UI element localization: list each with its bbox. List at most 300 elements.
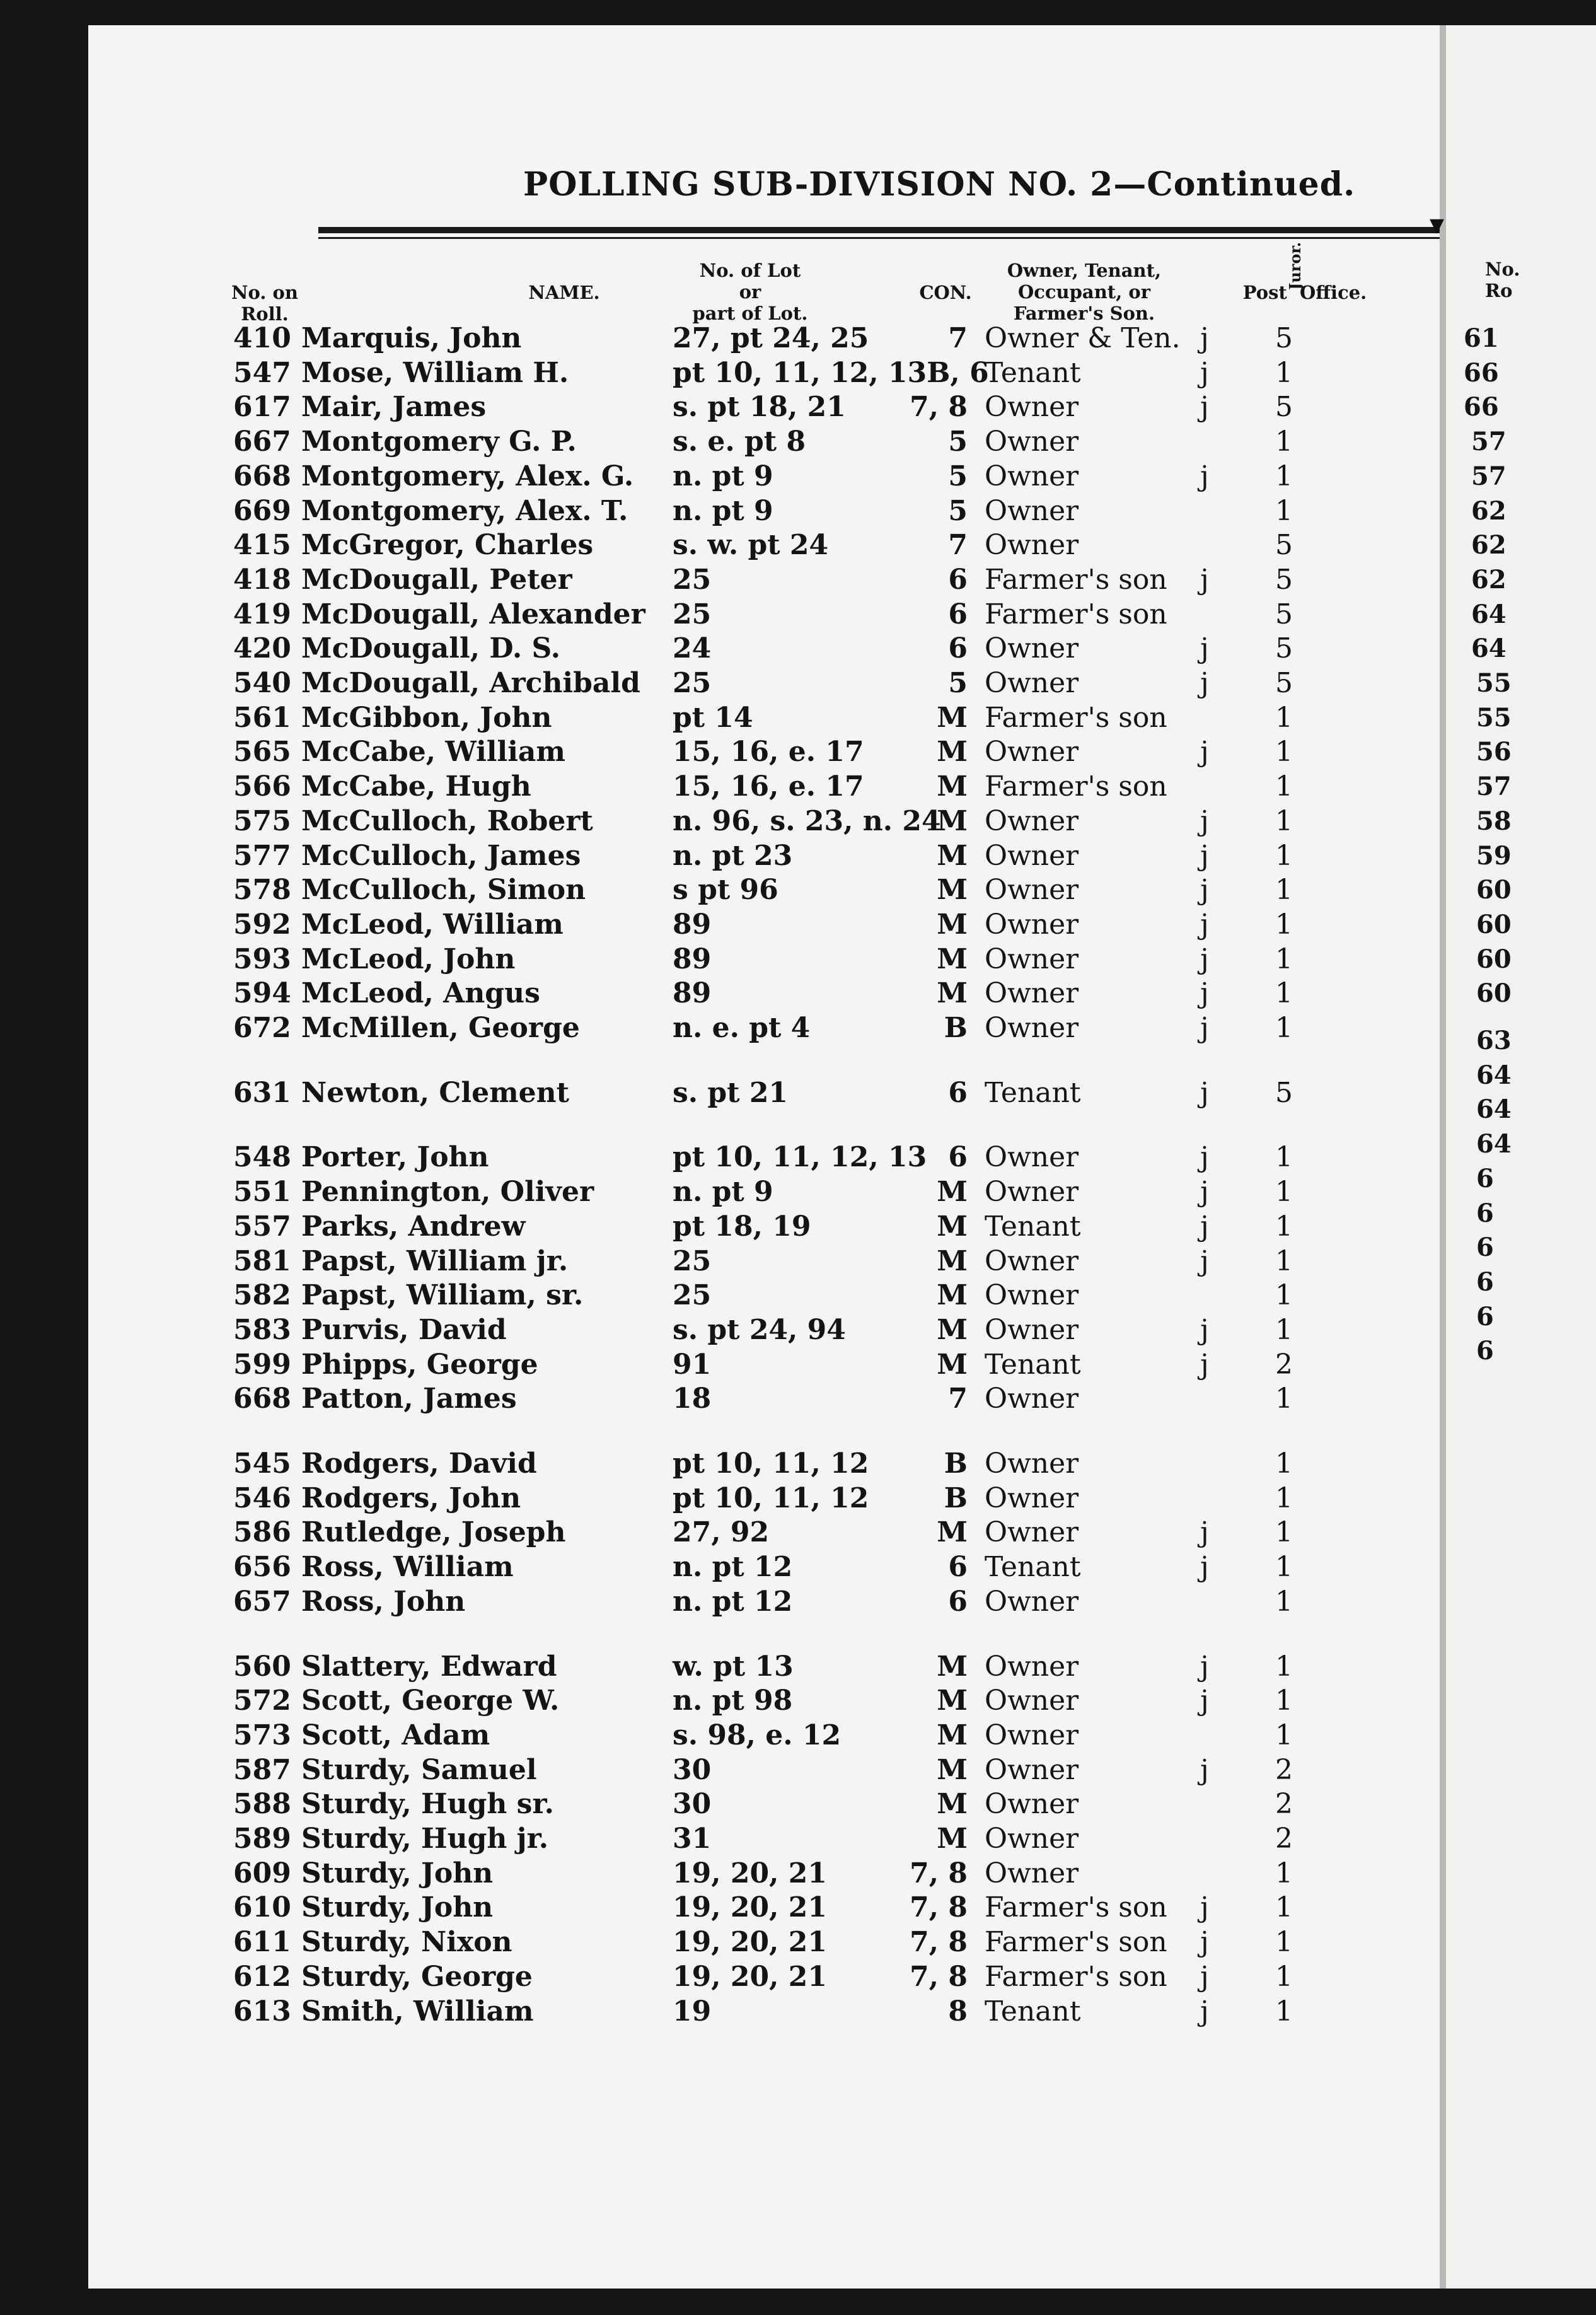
facing-roll-number: 55 (1476, 702, 1512, 733)
juror-mark: j (1200, 1685, 1209, 1717)
lot-number: 18 (673, 1383, 712, 1415)
juror-mark: j (1200, 356, 1209, 389)
juror-mark: j (1200, 1176, 1209, 1209)
facing-roll-number: 57 (1471, 461, 1506, 491)
juror-mark: j (1200, 1313, 1209, 1346)
concession: M (937, 1313, 968, 1346)
roll-number: 551 (233, 1176, 291, 1209)
facing-roll-number: 64 (1476, 1094, 1512, 1125)
concession: 6 (948, 1141, 968, 1174)
facing-roll-number: 6 (1476, 1163, 1494, 1193)
table-row (88, 1719, 1513, 1753)
roll-number: 669 (233, 494, 291, 527)
concession: M (937, 736, 968, 769)
table-row (88, 1925, 1513, 1959)
post-office: 1 (1275, 1383, 1293, 1415)
lot-number: n. pt 98 (673, 1685, 793, 1717)
owner-status: Owner (985, 1482, 1079, 1514)
table-row (88, 908, 1513, 942)
voter-name: Montgomery G. P. (301, 426, 577, 458)
table-row (88, 839, 1513, 873)
concession: 6 (948, 632, 968, 665)
voter-name: Montgomery, Alex. T. (301, 494, 628, 527)
roll-number: 560 (233, 1650, 291, 1683)
lot-number: 15, 16, e. 17 (673, 736, 864, 769)
owner-status: Owner (985, 1383, 1079, 1415)
table-row (88, 1482, 1513, 1516)
post-office: 1 (1275, 1482, 1293, 1514)
concession: M (937, 1823, 968, 1855)
owner-status: Owner (985, 1788, 1079, 1821)
table-row (88, 494, 1513, 528)
concession: M (937, 1753, 968, 1786)
roll-number: 418 (233, 563, 291, 596)
roll-number: 583 (233, 1313, 291, 1346)
juror-mark: j (1200, 804, 1209, 837)
lot-number: 19, 20, 21 (673, 1926, 827, 1959)
table-row (88, 598, 1513, 632)
lot-number: w. pt 13 (673, 1650, 794, 1683)
voter-name: Papst, William, sr. (301, 1279, 584, 1312)
table-row (88, 1753, 1513, 1787)
facing-roll-number: 64 (1476, 1129, 1512, 1159)
lot-number: pt 10, 11, 12, 13 (673, 1141, 927, 1174)
lot-number: pt 18, 19 (673, 1210, 811, 1243)
post-office: 1 (1275, 1926, 1293, 1959)
voter-name: Papst, William jr. (301, 1245, 569, 1277)
table-row (88, 666, 1513, 700)
table-row (88, 1447, 1513, 1481)
table-row (88, 1960, 1513, 1994)
concession: 7, 8 (910, 1926, 968, 1959)
owner-status: Owner (985, 460, 1079, 492)
juror-mark: j (1200, 1891, 1209, 1924)
roll-number: 581 (233, 1245, 291, 1277)
owner-status: Farmer's son (985, 563, 1167, 596)
post-office: 2 (1275, 1823, 1293, 1855)
post-office: 1 (1275, 426, 1293, 458)
concession: 7, 8 (910, 1857, 968, 1889)
roll-number: 594 (233, 977, 291, 1010)
owner-status: Owner (985, 1753, 1079, 1786)
concession: M (937, 874, 968, 907)
roll-number: 588 (233, 1788, 291, 1821)
concession: M (937, 908, 968, 941)
voter-name: McDougall, Archibald (301, 667, 640, 699)
concession: 7 (948, 1383, 968, 1415)
post-office: 5 (1275, 1076, 1293, 1109)
lot-number: 25 (673, 563, 712, 596)
concession: M (937, 1279, 968, 1312)
table-row (88, 1684, 1513, 1718)
table-row (88, 1245, 1513, 1279)
register-page (88, 25, 1513, 2289)
lot-number: pt 14 (673, 701, 753, 734)
owner-status: Owner (985, 977, 1079, 1010)
post-office: 1 (1275, 943, 1293, 975)
juror-mark: j (1200, 632, 1209, 665)
facing-roll-number: 66 (1464, 357, 1499, 388)
juror-mark: j (1200, 1753, 1209, 1786)
table-row (88, 804, 1513, 838)
roll-number: 587 (233, 1753, 291, 1786)
voter-name: McCabe, Hugh (301, 770, 531, 803)
owner-status: Owner (985, 1176, 1079, 1209)
facing-roll-number: 60 (1476, 944, 1512, 974)
juror-mark: j (1200, 1516, 1209, 1549)
col-header-roll: No. on Roll. (231, 282, 298, 325)
voter-name: McDougall, Alexander (301, 598, 645, 630)
col-header-con: CON. (919, 282, 972, 303)
roll-number: 565 (233, 736, 291, 769)
post-office: 1 (1275, 908, 1293, 941)
voter-name: Phipps, George (301, 1348, 538, 1381)
lot-number: n. e. pt 4 (673, 1012, 811, 1044)
juror-mark: j (1200, 908, 1209, 941)
juror-mark: j (1200, 1995, 1209, 2028)
owner-status: Owner & Ten. (985, 322, 1181, 354)
roll-number: 599 (233, 1348, 291, 1381)
concession: M (937, 770, 968, 803)
roll-number: 561 (233, 701, 291, 734)
voter-name: Sturdy, Nixon (301, 1926, 512, 1959)
lot-number: 89 (673, 943, 712, 975)
roll-number: 667 (233, 426, 291, 458)
owner-status: Farmer's son (985, 598, 1167, 630)
post-office: 1 (1275, 1891, 1293, 1924)
table-row (88, 563, 1513, 597)
post-office: 1 (1275, 977, 1293, 1010)
voter-name: McCabe, William (301, 736, 565, 769)
voter-name: McDougall, D. S. (301, 632, 561, 665)
lot-number: 19, 20, 21 (673, 1857, 827, 1889)
owner-status: Owner (985, 1857, 1079, 1889)
concession: M (937, 977, 968, 1010)
concession: 6 (948, 563, 968, 596)
voter-name: McMillen, George (301, 1012, 580, 1044)
lot-number: n. pt 9 (673, 460, 773, 492)
facing-roll-number: 64 (1471, 599, 1506, 629)
owner-status: Farmer's son (985, 1926, 1167, 1959)
juror-mark: j (1200, 1650, 1209, 1683)
voter-name: Pennington, Oliver (301, 1176, 594, 1209)
post-office: 2 (1275, 1753, 1293, 1786)
owner-status: Owner (985, 1650, 1079, 1683)
voter-name: McGibbon, John (301, 701, 552, 734)
lot-number: pt 10, 11, 12, 13B, 6 (673, 356, 989, 389)
roll-number: 545 (233, 1448, 291, 1480)
table-row (88, 1995, 1513, 2029)
lot-number: n. pt 12 (673, 1551, 793, 1584)
lot-number: 19, 20, 21 (673, 1960, 827, 1993)
concession: M (937, 1176, 968, 1209)
concession: 7, 8 (910, 391, 968, 424)
table-row (88, 322, 1513, 356)
owner-status: Farmer's son (985, 1960, 1167, 1993)
voter-name: Sturdy, Hugh sr. (301, 1788, 554, 1821)
concession: 7, 8 (910, 1960, 968, 1993)
post-office: 1 (1275, 1650, 1293, 1683)
voter-name: Rodgers, John (301, 1482, 521, 1514)
post-office: 1 (1275, 460, 1293, 492)
voter-name: Sturdy, George (301, 1960, 533, 1993)
post-office: 1 (1275, 1995, 1293, 2028)
roll-number: 668 (233, 460, 291, 492)
table-row (88, 632, 1513, 666)
table-row (88, 1822, 1513, 1856)
facing-roll-number: 6 (1476, 1267, 1494, 1297)
roll-number: 613 (233, 1995, 291, 2028)
post-office: 1 (1275, 1551, 1293, 1584)
roll-number: 577 (233, 839, 291, 872)
roll-number: 540 (233, 667, 291, 699)
post-office: 1 (1275, 1012, 1293, 1044)
voter-name: McLeod, William (301, 908, 564, 941)
lot-number: 91 (673, 1348, 712, 1381)
post-office: 1 (1275, 770, 1293, 803)
roll-number: 582 (233, 1279, 291, 1312)
lot-number: pt 10, 11, 12 (673, 1482, 869, 1514)
lot-number: s pt 96 (673, 874, 778, 907)
concession: 6 (948, 598, 968, 630)
owner-status: Farmer's son (985, 701, 1167, 734)
lot-number: 89 (673, 977, 712, 1010)
facing-roll-number: 6 (1476, 1198, 1494, 1228)
table-row (88, 1382, 1513, 1416)
roll-number: 617 (233, 391, 291, 424)
concession: M (937, 1516, 968, 1549)
juror-mark: j (1200, 1348, 1209, 1381)
voter-name: Montgomery, Alex. G. (301, 460, 634, 492)
lot-number: n. 96, s. 23, n. 24 (673, 804, 941, 837)
owner-status: Owner (985, 1448, 1079, 1480)
facing-roll-number: 60 (1476, 909, 1512, 939)
owner-status: Owner (985, 529, 1079, 562)
post-office: 1 (1275, 1960, 1293, 1993)
post-office: 1 (1275, 839, 1293, 872)
juror-mark: j (1200, 839, 1209, 872)
lot-number: s. pt 18, 21 (673, 391, 846, 424)
table-row (88, 460, 1513, 494)
post-office: 5 (1275, 529, 1293, 562)
lot-number: s. pt 24, 94 (673, 1313, 846, 1346)
table-row (88, 1857, 1513, 1891)
owner-status: Owner (985, 804, 1079, 837)
lot-number: 25 (673, 1279, 712, 1312)
voter-name: Ross, William (301, 1551, 514, 1584)
roll-number: 420 (233, 632, 291, 665)
lot-number: 27, 92 (673, 1516, 770, 1549)
concession: 6 (948, 1076, 968, 1109)
roll-number: 547 (233, 356, 291, 389)
concession: 5 (948, 494, 968, 527)
juror-mark: j (1200, 736, 1209, 769)
voter-name: Patton, James (301, 1383, 517, 1415)
juror-mark: j (1200, 322, 1209, 354)
lot-number: 30 (673, 1788, 712, 1821)
concession: 7 (948, 322, 968, 354)
table-row (88, 1313, 1513, 1347)
owner-status: Owner (985, 1516, 1079, 1549)
table-row (88, 1585, 1513, 1619)
roll-number: 656 (233, 1551, 291, 1584)
owner-status: Owner (985, 943, 1079, 975)
roll-number: 578 (233, 874, 291, 907)
post-office: 1 (1275, 1719, 1293, 1751)
facing-roll-number: 6 (1476, 1336, 1494, 1366)
table-row (88, 1140, 1513, 1175)
table-row (88, 1348, 1513, 1382)
table-row (88, 1550, 1513, 1584)
facing-roll-number: 58 (1476, 806, 1512, 836)
roll-number: 609 (233, 1857, 291, 1889)
post-office: 2 (1275, 1348, 1293, 1381)
roll-number: 612 (233, 1960, 291, 1993)
post-office: 1 (1275, 1857, 1293, 1889)
owner-status: Owner (985, 1823, 1079, 1855)
concession: M (937, 1685, 968, 1717)
roll-number: 575 (233, 804, 291, 837)
header-rule-thin (318, 237, 1469, 239)
roll-number: 672 (233, 1012, 291, 1044)
concession: M (937, 943, 968, 975)
owner-status: Owner (985, 874, 1079, 907)
owner-status: Owner (985, 908, 1079, 941)
concession: 5 (948, 667, 968, 699)
lot-number: n. pt 9 (673, 1176, 773, 1209)
owner-status: Owner (985, 667, 1079, 699)
concession: 6 (948, 1551, 968, 1584)
facing-roll-number: 60 (1476, 978, 1512, 1009)
facing-roll-number: 6 (1476, 1301, 1494, 1332)
col-header-name: NAME. (528, 282, 600, 303)
roll-number: 557 (233, 1210, 291, 1243)
post-office: 1 (1275, 1210, 1293, 1243)
owner-status: Owner (985, 1279, 1079, 1312)
voter-name: Scott, Adam (301, 1719, 490, 1751)
roll-number: 415 (233, 529, 291, 562)
col-header-post: Post Office. (1242, 282, 1367, 303)
roll-number: 593 (233, 943, 291, 975)
juror-mark: j (1200, 1012, 1209, 1044)
col-header-juror: Juror. (1286, 241, 1304, 290)
post-office: 1 (1275, 1585, 1293, 1618)
roll-number: 566 (233, 770, 291, 803)
voter-name: Mair, James (301, 391, 487, 424)
lot-number: 31 (673, 1823, 712, 1855)
facing-roll-number: 56 (1476, 737, 1512, 767)
post-office: 1 (1275, 1313, 1293, 1346)
post-office: 1 (1275, 356, 1293, 389)
juror-mark: j (1200, 943, 1209, 975)
col-header-lot: No. of Lot or part of Lot. (692, 260, 808, 324)
lot-number: s. pt 21 (673, 1076, 789, 1109)
post-office: 1 (1275, 1279, 1293, 1312)
roll-number: 586 (233, 1516, 291, 1549)
roll-number: 631 (233, 1076, 291, 1109)
facing-roll-number: 60 (1476, 875, 1512, 905)
lot-number: s. w. pt 24 (673, 529, 829, 562)
lot-number: 89 (673, 908, 712, 941)
lot-number: n. pt 12 (673, 1585, 793, 1618)
concession: 5 (948, 460, 968, 492)
voter-name: Scott, George W. (301, 1685, 560, 1717)
facing-roll-number: 59 (1476, 840, 1512, 871)
lot-number: 19, 20, 21 (673, 1891, 827, 1924)
voter-name: Sturdy, Hugh jr. (301, 1823, 549, 1855)
juror-mark: j (1200, 460, 1209, 492)
owner-status: Owner (985, 391, 1079, 424)
facing-roll-number: 61 (1464, 323, 1499, 353)
juror-mark: j (1200, 1076, 1209, 1109)
margin-mark: ▼ (1430, 214, 1445, 236)
facing-page-header: No. Ro (1485, 258, 1520, 301)
table-row (88, 1650, 1513, 1684)
concession: M (937, 839, 968, 872)
owner-status: Owner (985, 494, 1079, 527)
col-header-owner: Owner, Tenant, Occupant, or Farmer's Son. (1007, 260, 1162, 324)
roll-number: 610 (233, 1891, 291, 1924)
post-office: 5 (1275, 632, 1293, 665)
juror-mark: j (1200, 874, 1209, 907)
voter-name: Sturdy, John (301, 1891, 494, 1924)
lot-number: 25 (673, 667, 712, 699)
juror-mark: j (1200, 1960, 1209, 1993)
roll-number: 611 (233, 1926, 291, 1959)
facing-roll-number: 66 (1464, 392, 1499, 422)
voter-name: Purvis, David (301, 1313, 507, 1346)
concession: M (937, 701, 968, 734)
table-row (88, 1011, 1513, 1045)
post-office: 1 (1275, 1516, 1293, 1549)
owner-status: Owner (985, 632, 1079, 665)
lot-number: 25 (673, 1245, 712, 1277)
post-office: 1 (1275, 1685, 1293, 1717)
voter-name: Sturdy, John (301, 1857, 494, 1889)
lot-number: s. 98, e. 12 (673, 1719, 841, 1751)
concession: B (944, 1482, 968, 1514)
concession: 6 (948, 1585, 968, 1618)
lot-number: 15, 16, e. 17 (673, 770, 864, 803)
facing-roll-number: 62 (1471, 496, 1506, 526)
concession: M (937, 1245, 968, 1277)
roll-number: 572 (233, 1685, 291, 1717)
owner-status: Owner (985, 426, 1079, 458)
voter-name: McCulloch, James (301, 839, 581, 872)
table-row (88, 873, 1513, 907)
roll-number: 546 (233, 1482, 291, 1514)
header-rule-thick (318, 227, 1469, 233)
owner-status: Tenant (985, 1995, 1081, 2028)
facing-roll-number: 62 (1471, 564, 1506, 595)
juror-mark: j (1200, 1926, 1209, 1959)
lot-number: 19 (673, 1995, 712, 2028)
voter-name: Slattery, Edward (301, 1650, 557, 1683)
voter-name: Rutledge, Joseph (301, 1516, 566, 1549)
owner-status: Tenant (985, 1551, 1081, 1584)
concession: M (937, 1348, 968, 1381)
concession: M (937, 1210, 968, 1243)
table-row (88, 943, 1513, 977)
table-row (88, 701, 1513, 735)
owner-status: Owner (985, 1685, 1079, 1717)
table-row (88, 1279, 1513, 1313)
concession: M (937, 1719, 968, 1751)
concession: 5 (948, 426, 968, 458)
lot-number: 30 (673, 1753, 712, 1786)
voter-name: Rodgers, David (301, 1448, 537, 1480)
juror-mark: j (1200, 1141, 1209, 1174)
